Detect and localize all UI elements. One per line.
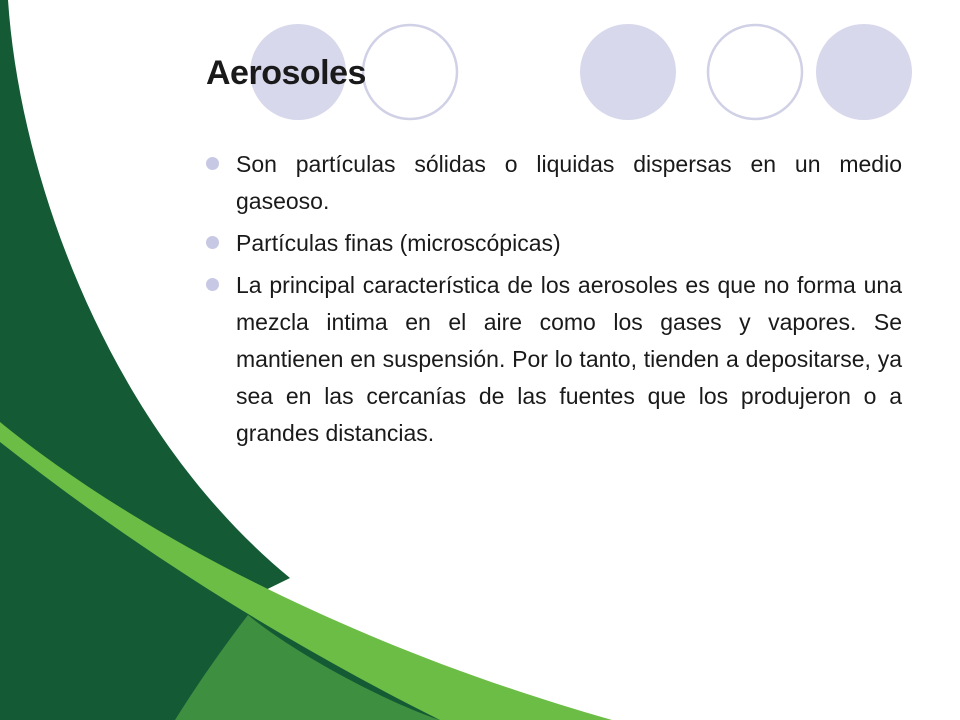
decorative-circle	[580, 24, 676, 120]
bullet-item	[206, 267, 902, 452]
bullet-list	[206, 146, 902, 457]
bullet-text: Son partículas sólidas o liquidas dispersas en un medio gaseoso.	[236, 151, 902, 214]
bullet-text: Partículas finas (microscópicas)	[236, 230, 561, 256]
bullet-item	[206, 146, 902, 220]
bullet-dot-icon	[206, 157, 219, 170]
bullet-dot-icon	[206, 236, 219, 249]
bullet-item	[206, 225, 902, 262]
bullet-dot-icon	[206, 278, 219, 291]
decorative-circle-outline	[363, 25, 457, 119]
decorative-circle	[816, 24, 912, 120]
decorative-circle-outline	[708, 25, 802, 119]
bullet-text: La principal característica de los aerosoles es que no forma una mezcla intima en el aire como los gases y vapores. Se mantienen en suspensión. Por lo tanto, tienden a depositarse, ya sea en las cercanías de las fuentes que los produjeron o a grandes distancias.	[236, 272, 902, 446]
slide-title: Aerosoles	[206, 54, 366, 92]
